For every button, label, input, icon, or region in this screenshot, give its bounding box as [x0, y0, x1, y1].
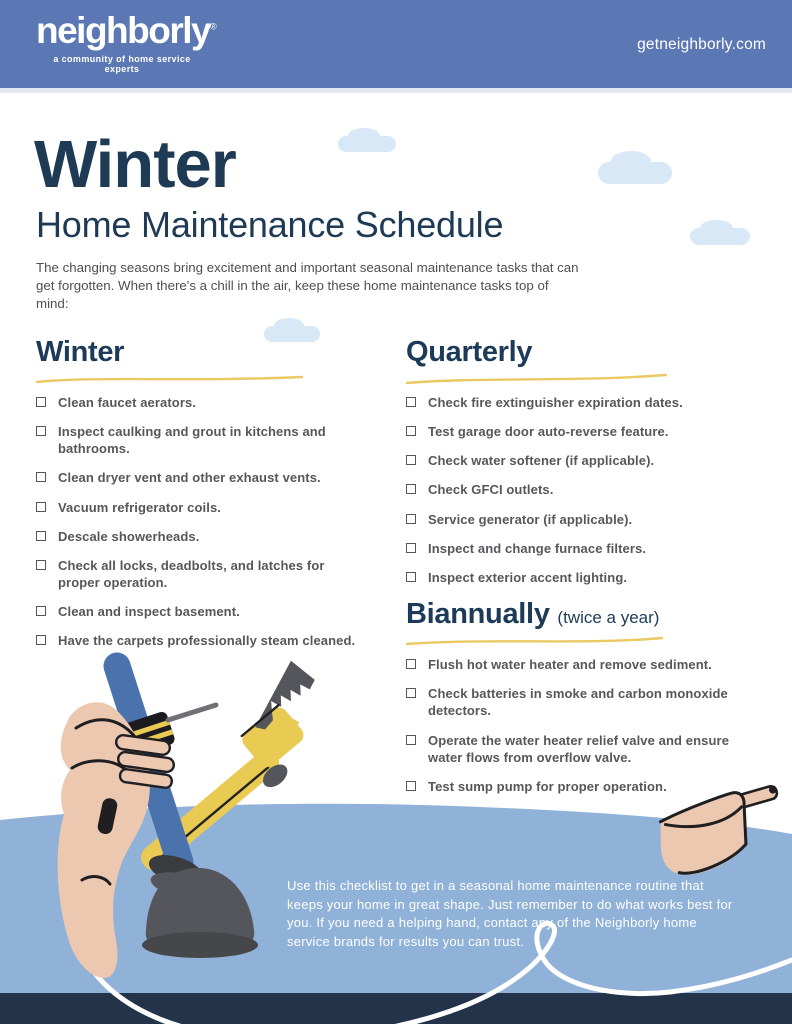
checkbox-icon[interactable]	[406, 514, 416, 524]
checkbox-icon[interactable]	[36, 472, 46, 482]
checklist-item-label: Clean and inspect basement.	[58, 604, 240, 620]
checklist-item-label: Check water softener (if applicable).	[428, 453, 655, 469]
checklist-item-label: Check GFCI outlets.	[428, 482, 554, 498]
quarterly-heading: Quarterly	[406, 336, 533, 368]
checkbox-icon[interactable]	[36, 560, 46, 570]
header-accent-strip	[0, 88, 792, 93]
gold-underline	[406, 373, 668, 384]
checkbox-icon[interactable]	[406, 543, 416, 553]
checklist-item	[36, 557, 370, 591]
checkbox-icon[interactable]	[36, 397, 46, 407]
winter-checklist	[36, 394, 370, 650]
dustpan-icon	[645, 772, 792, 888]
checklist-item-label: Inspect and change furnace filters.	[428, 540, 647, 556]
checklist-item-label: Have the carpets professionally steam cleaned.	[58, 633, 356, 649]
drill-bit-icon	[168, 705, 216, 720]
gold-underline	[406, 635, 664, 646]
checklist-item-label: Descale showerheads.	[58, 528, 200, 544]
checklist-item	[406, 423, 762, 440]
page-title: Winter	[34, 127, 236, 202]
checklist-item	[36, 469, 370, 486]
checklist-item-label: Test sump pump for proper operation.	[428, 778, 667, 794]
page-subtitle: Home Maintenance Schedule	[36, 204, 504, 245]
checklist-item	[406, 685, 762, 719]
checklist-item	[36, 603, 370, 620]
checkbox-icon[interactable]	[406, 659, 416, 669]
checkbox-icon[interactable]	[36, 606, 46, 616]
footer-note: Use this checklist to get in a seasonal home maintenance routine that keeps your home in great shape. Just remember to do what works best for you. If you need a helping hand, contact any of the Neighborly home service brands for results you can trust.	[287, 878, 733, 950]
checklist-item-label: Operate the water heater relief valve and ensure water flows from overflow valve.	[428, 732, 730, 765]
checklist-item-label: Service generator (if applicable).	[428, 511, 633, 527]
checklist-item	[406, 569, 762, 586]
gold-underline	[36, 373, 304, 384]
website-link[interactable]: getneighborly.com	[637, 36, 766, 53]
checklist-item-label: Check all locks, deadbolts, and latches for proper operation.	[58, 557, 325, 591]
checklist-item	[36, 499, 370, 516]
checklist-item-label: Flush hot water heater and remove sediment.	[428, 657, 712, 673]
quarterly-checklist	[406, 394, 762, 586]
checkbox-icon[interactable]	[406, 484, 416, 494]
checkbox-icon[interactable]	[36, 635, 46, 645]
checkbox-icon[interactable]	[406, 572, 416, 582]
checklist-item	[406, 511, 762, 528]
biannually-heading: Biannually (twice a year)	[406, 598, 660, 631]
checklist-item	[406, 394, 762, 411]
checklist-item	[406, 732, 762, 766]
neighborly-logo	[36, 12, 216, 74]
checkbox-icon[interactable]	[36, 502, 46, 512]
checkbox-icon[interactable]	[406, 688, 416, 698]
plunger-cup-icon	[142, 849, 258, 958]
checklist-item	[36, 394, 370, 411]
checklist-item-label: Clean faucet aerators.	[58, 395, 197, 410]
biannually-note: (twice a year)	[557, 608, 660, 628]
checklist-item-label: Test garage door auto-reverse feature.	[428, 424, 669, 440]
checklist-item	[406, 540, 762, 557]
checklist-item-label: Vacuum refrigerator coils.	[58, 499, 221, 515]
checklist-item-label: Check batteries in smoke and carbon monoxide detectors.	[428, 686, 728, 719]
checkbox-icon[interactable]	[406, 397, 416, 407]
checklist-item-label: Check fire extinguisher expiration dates.	[428, 395, 683, 410]
cloud-icon	[338, 136, 396, 152]
winter-heading: Winter	[36, 336, 125, 368]
checklist-item-label: Inspect caulking and grout in kitchens and bathrooms.	[58, 424, 326, 457]
checkbox-icon[interactable]	[406, 781, 416, 791]
intro-paragraph: The changing seasons bring excitement and important seasonal maintenance tasks that can get forgotten. When there's a chill in the air, keep these home maintenance tasks top of mind:	[36, 260, 579, 312]
section-quarterly-biannually	[406, 338, 762, 807]
checklist-item	[36, 632, 370, 649]
checklist-item-label: Clean dryer vent and other exhaust vents.	[58, 470, 321, 486]
checkbox-icon[interactable]	[36, 531, 46, 541]
checklist-item-label: Inspect exterior accent lighting.	[428, 569, 628, 585]
logo-wordmark: neighborly®	[36, 10, 217, 51]
checkbox-icon[interactable]	[406, 455, 416, 465]
cloud-icon	[598, 162, 672, 184]
section-winter	[36, 338, 370, 662]
trademark-symbol: ®	[210, 21, 217, 32]
checklist-item	[36, 423, 370, 457]
checklist-item	[406, 656, 762, 673]
checkbox-icon[interactable]	[36, 426, 46, 436]
cloud-icon	[690, 228, 750, 245]
checklist-item	[36, 528, 370, 545]
checklist-item	[406, 452, 762, 469]
tools-illustration	[18, 648, 348, 1024]
checkbox-icon[interactable]	[406, 735, 416, 745]
checkbox-icon[interactable]	[406, 426, 416, 436]
logo-tagline: a community of home service experts	[53, 54, 191, 74]
checklist-item	[406, 481, 762, 498]
header-bar	[0, 0, 792, 88]
